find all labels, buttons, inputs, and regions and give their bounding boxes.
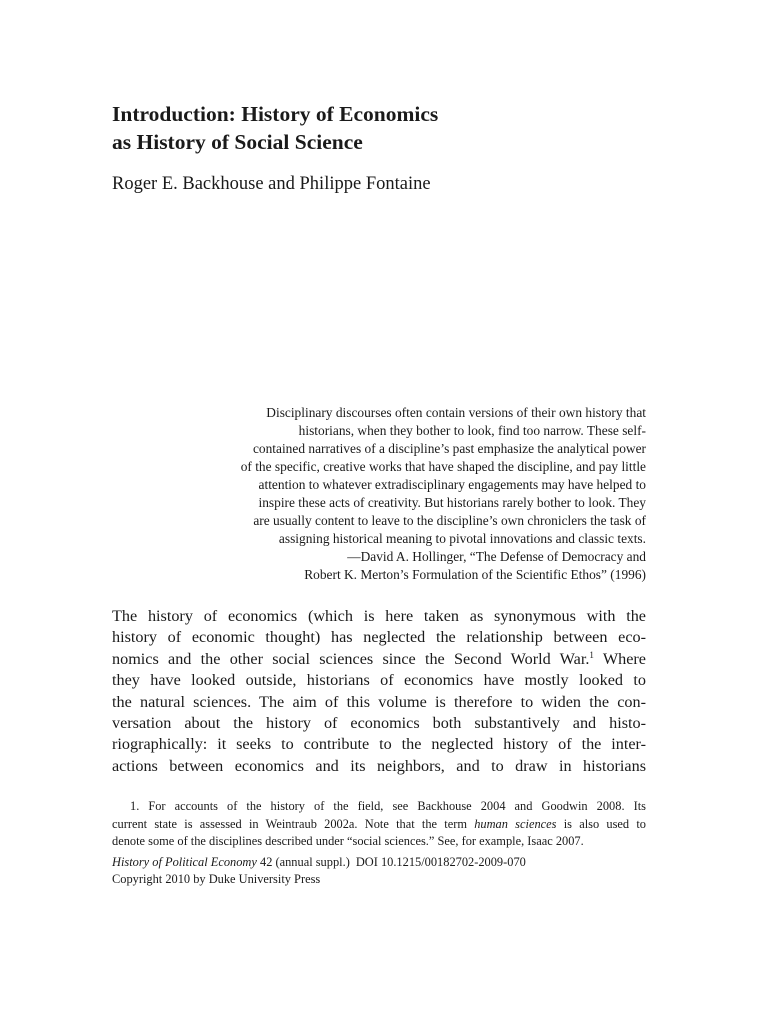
body-line: they have looked outside, historians of economics have mostly looked to	[112, 671, 646, 690]
epigraph-line: are usually content to leave to the discipline’s own chroniclers the task of	[253, 513, 646, 528]
body-line: riographically: it seeks to contribute to the neglected history of the inter-	[112, 735, 646, 754]
body-line	[112, 649, 646, 670]
footnote	[112, 798, 646, 851]
body-line: the natural sciences. The aim of this volume is therefore to widen the con-	[112, 692, 646, 711]
footnote-line-2-start: current state is assessed in Weintraub 2002a. Note that the term	[112, 816, 467, 831]
footnote-line-2	[112, 816, 646, 834]
epigraph	[160, 404, 646, 584]
body-line: The history of economics (which is here taken as synonymous with the	[112, 607, 646, 625]
epigraph-attribution-line-2: Robert K. Merton’s Formulation of the Scientific Ethos” (1996)	[304, 567, 646, 582]
footnote-line-3: denote some of the disciplines described under “social sciences.” See, for example, Isaac 2007.	[112, 834, 584, 848]
epigraph-line: attention to whatever extradisciplinary engagements may have helped to	[258, 477, 646, 492]
body-line: actions between economics and its neighbors, and to draw in historians	[112, 756, 646, 775]
journal-name: History of Political Economy	[112, 855, 257, 869]
article-title-line-1: Introduction: History of Economics	[112, 102, 439, 126]
body-line: history of economic thought) has neglected the relationship between eco-	[112, 628, 646, 647]
publication-info	[112, 854, 526, 888]
epigraph-line: inspire these acts of creativity. But historians rarely bother to look. They	[258, 495, 646, 510]
body-paragraph	[112, 606, 646, 777]
doi[interactable]: DOI 10.1215/00182702-2009-070	[355, 855, 526, 869]
epigraph-line: historians, when they bother to look, find too narrow. These self-	[298, 423, 646, 438]
article-authors: Roger E. Backhouse and Philippe Fontaine	[112, 174, 431, 194]
footnote-line-2-end: is also used to	[563, 816, 646, 831]
epigraph-line: assigning historical meaning to pivotal innovations and classic texts.	[278, 531, 646, 546]
body-line: versation about the history of economics both substantively and histo-	[112, 714, 646, 733]
footnote-reference[interactable]: 1	[589, 649, 594, 660]
article-title	[112, 100, 438, 156]
body-line-tail: Where	[602, 649, 646, 668]
body-line-text: nomics and the other social sciences since the Second World War.	[112, 649, 590, 668]
footnote-emphasis: human sciences	[474, 816, 557, 831]
epigraph-line: of the specific, creative works that have shaped the discipline, and pay little	[240, 459, 646, 474]
epigraph-line: Disciplinary discourses often contain versions of their own history that	[266, 405, 646, 420]
article-title-line-2: as History of Social Science	[112, 130, 363, 154]
journal-volume: 42 (annual suppl.)	[260, 855, 350, 869]
copyright-notice: Copyright 2010 by Duke University Press	[112, 872, 321, 886]
epigraph-line: contained narratives of a discipline’s past emphasize the analytical power	[252, 441, 646, 456]
epigraph-attribution-line-1: —David A. Hollinger, “The Defense of Democracy and	[347, 549, 646, 564]
footnote-line-1: 1. For accounts of the history of the field, see Backhouse 2004 and Goodwin 2008. Its	[130, 799, 646, 813]
journal-citation	[112, 854, 526, 871]
